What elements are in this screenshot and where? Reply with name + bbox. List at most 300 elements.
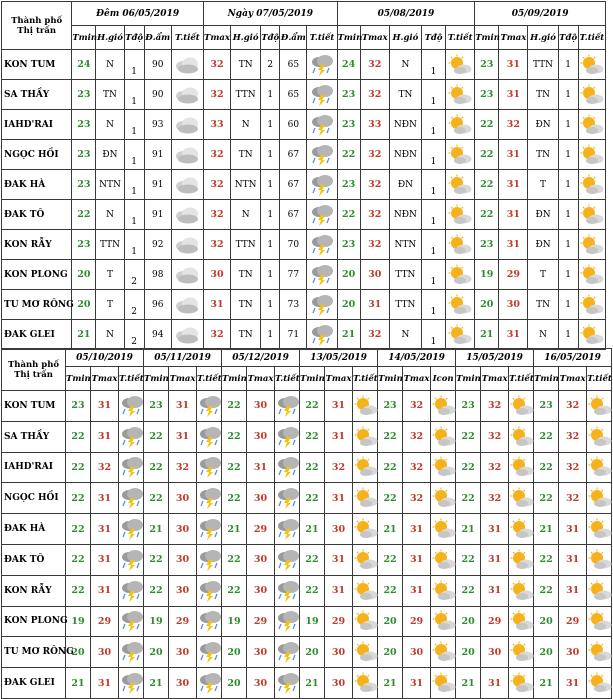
thunderstorm-icon	[197, 395, 221, 417]
sun-cloud-icon	[431, 641, 455, 663]
tmin-value: 20	[144, 637, 169, 668]
sub-header: T.tiết	[578, 26, 605, 50]
sub-header: H.gió	[96, 26, 124, 50]
thunderstorm-icon	[197, 456, 221, 478]
weather-cell	[171, 200, 203, 230]
sun-cloud-icon	[431, 426, 455, 448]
weather-cell	[431, 606, 456, 637]
tmin-value: 21	[300, 668, 325, 699]
corner-label-line1: Thành phố	[11, 15, 63, 26]
tmax-value: 32	[203, 320, 230, 350]
tmin-value: 22	[534, 452, 559, 483]
sub-header: Tđộ	[558, 26, 578, 50]
weather-cell	[509, 575, 534, 606]
tmax-value: 30	[169, 668, 197, 699]
weather-cell	[275, 606, 300, 637]
weather-cell	[275, 514, 300, 545]
tmin-value: 22	[66, 544, 91, 575]
wind-level: 1	[421, 260, 445, 290]
weather-cell	[197, 668, 222, 699]
sun-cloud-icon	[587, 641, 611, 663]
tmin-value: 22	[144, 452, 169, 483]
date-header: 05/12/2019	[222, 349, 300, 367]
weather-cell	[197, 391, 222, 422]
sun-cloud-icon	[431, 395, 455, 417]
tmax-value: 30	[247, 575, 275, 606]
thunderstorm-icon	[307, 264, 336, 286]
thunderstorm-icon	[119, 641, 143, 663]
sun-cloud-icon	[509, 426, 533, 448]
weather-cell	[307, 260, 337, 290]
wind-direction: TN	[528, 290, 558, 320]
sub-header: H.gió	[231, 26, 261, 50]
corner-label	[2, 2, 72, 50]
tmax-value: 29	[91, 606, 119, 637]
tmax-value: 31	[499, 170, 528, 200]
humidity-value: 92	[144, 230, 171, 260]
tmin-value: 22	[300, 452, 325, 483]
humidity-value: 91	[144, 170, 171, 200]
tmax-value: 32	[481, 391, 509, 422]
sun-cloud-icon	[509, 672, 533, 694]
tmin-value: 20	[72, 290, 96, 320]
weather-cell	[431, 668, 456, 699]
weather-cell	[509, 421, 534, 452]
humidity-value: 67	[280, 170, 307, 200]
tmax-value: 32	[169, 452, 197, 483]
tmax-value: 31	[360, 290, 389, 320]
sub-header: T.tiết	[307, 26, 337, 50]
weather-cell	[171, 320, 203, 350]
sun-cloud-icon	[509, 518, 533, 540]
tmin-value: 21	[66, 668, 91, 699]
tmin-value: 22	[144, 575, 169, 606]
tmax-value: 30	[247, 421, 275, 452]
wind-level: 1	[261, 200, 280, 230]
weather-cell	[353, 575, 378, 606]
weather-cell	[446, 110, 475, 140]
cloudy-icon	[172, 144, 203, 166]
weather-cell	[119, 575, 144, 606]
sun-cloud-icon	[353, 549, 377, 571]
wind-level: 2	[124, 260, 144, 290]
weather-cell	[197, 514, 222, 545]
sun-cloud-icon	[509, 549, 533, 571]
wind-level: 1	[558, 170, 578, 200]
weather-cell	[578, 170, 605, 200]
sub-header: Tmin	[300, 367, 325, 391]
tmax-value: 31	[325, 421, 353, 452]
weather-cell	[171, 110, 203, 140]
weather-cell	[119, 606, 144, 637]
weather-cell	[307, 110, 337, 140]
sun-cloud-icon	[509, 456, 533, 478]
tmin-value: 22	[66, 452, 91, 483]
sub-header-row	[2, 26, 606, 50]
sun-cloud-icon	[587, 487, 611, 509]
sub-header: Tmax	[481, 367, 509, 391]
humidity-value: 90	[144, 80, 171, 110]
weather-cell	[171, 140, 203, 170]
weather-cell	[275, 483, 300, 514]
sub-header: Tđộ	[261, 26, 280, 50]
weather-cell	[431, 514, 456, 545]
wind-level: 1	[261, 230, 280, 260]
weather-cell	[119, 391, 144, 422]
tmin-value: 20	[475, 290, 499, 320]
sun-cloud-icon	[587, 395, 611, 417]
wind-direction: TN	[528, 80, 558, 110]
tmin-value: 22	[456, 421, 481, 452]
sun-cloud-icon	[579, 204, 605, 226]
tmax-value: 29	[481, 606, 509, 637]
city-name: TU MƠ RÔNG	[2, 290, 72, 320]
sun-cloud-icon	[431, 580, 455, 602]
wind-level: 1	[558, 140, 578, 170]
weather-cell	[431, 391, 456, 422]
tmax-value: 30	[499, 290, 528, 320]
cloudy-icon	[172, 234, 203, 256]
corner-label-line1: Thành phố	[7, 359, 60, 370]
weather-cell	[578, 290, 605, 320]
wind-direction: N	[231, 200, 261, 230]
tmin-value: 22	[475, 140, 499, 170]
thunderstorm-icon	[275, 610, 299, 632]
tmax-value: 31	[403, 575, 431, 606]
weather-cell	[353, 483, 378, 514]
sub-header: Tmax	[247, 367, 275, 391]
sub-header: Tmin	[72, 26, 96, 50]
tmin-value: 23	[72, 80, 96, 110]
wind-level: 2	[124, 320, 144, 350]
tmin-value: 20	[300, 637, 325, 668]
tmax-value: 31	[91, 421, 119, 452]
wind-level: 2	[124, 290, 144, 320]
tmin-value: 21	[144, 668, 169, 699]
tmax-value: 31	[559, 544, 587, 575]
tmin-value: 20	[222, 668, 247, 699]
date-header: 13/05/2019	[300, 349, 378, 367]
tmax-value: 32	[360, 80, 389, 110]
tmin-value: 22	[222, 544, 247, 575]
cloudy-icon	[172, 54, 203, 76]
corner-label	[2, 349, 66, 391]
wind-level: 1	[421, 200, 445, 230]
weather-cell	[171, 290, 203, 320]
table-row	[2, 140, 606, 170]
weather-cell	[275, 668, 300, 699]
tmax-value: 32	[481, 452, 509, 483]
tmin-value: 22	[66, 514, 91, 545]
city-name: KON TUM	[2, 391, 66, 422]
thunderstorm-icon	[119, 672, 143, 694]
tmin-value: 24	[337, 50, 360, 80]
weather-cell	[587, 391, 612, 422]
table-row	[2, 606, 612, 637]
weather-cell	[307, 170, 337, 200]
wind-direction: TN	[231, 290, 261, 320]
tmax-value: 31	[91, 575, 119, 606]
wind-direction: T	[96, 290, 124, 320]
tmin-value: 23	[475, 80, 499, 110]
forecast-table-1	[1, 1, 606, 350]
forecast-table-2	[1, 348, 612, 699]
tmax-value: 29	[325, 606, 353, 637]
sun-cloud-icon	[579, 324, 605, 346]
sub-header: Tmin	[534, 367, 559, 391]
wind-level: 1	[558, 320, 578, 350]
tmax-value: 30	[169, 637, 197, 668]
city-name: ĐAK TÔ	[2, 544, 66, 575]
wind-direction: TTN	[231, 230, 261, 260]
tmin-value: 19	[475, 260, 499, 290]
sun-cloud-icon	[446, 144, 474, 166]
tmax-value: 29	[169, 606, 197, 637]
tmax-value: 32	[559, 483, 587, 514]
thunderstorm-icon	[275, 518, 299, 540]
sub-header: T.tiết	[275, 367, 300, 391]
city-name: TU MƠ RÔNG	[2, 637, 66, 668]
sub-header: Tmax	[559, 367, 587, 391]
sun-cloud-icon	[579, 84, 605, 106]
weather-cell	[587, 606, 612, 637]
weather-cell	[275, 391, 300, 422]
tmin-value: 21	[378, 668, 403, 699]
wind-level: 1	[558, 260, 578, 290]
weather-cell	[119, 544, 144, 575]
tmin-value: 21	[222, 514, 247, 545]
tmin-value: 19	[222, 606, 247, 637]
tmax-value: 32	[403, 421, 431, 452]
weather-cell	[431, 575, 456, 606]
tmax-value: 29	[403, 606, 431, 637]
weather-cell	[578, 320, 605, 350]
thunderstorm-icon	[119, 487, 143, 509]
wind-level: 1	[261, 320, 280, 350]
wind-level: 1	[558, 80, 578, 110]
weather-cell	[275, 452, 300, 483]
thunderstorm-icon	[275, 456, 299, 478]
weather-cell	[587, 514, 612, 545]
city-name: ĐAK GLEI	[2, 668, 66, 699]
tmin-value: 21	[534, 668, 559, 699]
tmax-value: 32	[559, 452, 587, 483]
tmin-value: 22	[222, 483, 247, 514]
tmax-value: 30	[169, 575, 197, 606]
tmax-value: 31	[499, 200, 528, 230]
weather-cell	[275, 637, 300, 668]
weather-cell	[197, 544, 222, 575]
tmin-value: 20	[378, 637, 403, 668]
tmax-value: 30	[559, 637, 587, 668]
tmax-value: 29	[247, 514, 275, 545]
weather-cell	[509, 391, 534, 422]
tmin-value: 22	[456, 575, 481, 606]
city-name: KON RẪY	[2, 230, 72, 260]
tmax-value: 32	[91, 452, 119, 483]
thunderstorm-icon	[197, 426, 221, 448]
sun-cloud-icon	[431, 549, 455, 571]
weather-cell	[197, 452, 222, 483]
tmin-value: 22	[337, 200, 360, 230]
tmin-value: 23	[456, 391, 481, 422]
tmax-value: 31	[403, 514, 431, 545]
thunderstorm-icon	[307, 234, 336, 256]
weather-cell	[307, 140, 337, 170]
sun-cloud-icon	[353, 456, 377, 478]
tmin-value: 22	[144, 544, 169, 575]
tmin-value: 20	[534, 637, 559, 668]
tmin-value: 23	[534, 391, 559, 422]
wind-direction: ĐN	[528, 110, 558, 140]
date-header: 15/05/2019	[456, 349, 534, 367]
sun-cloud-icon	[431, 672, 455, 694]
tmax-value: 29	[559, 606, 587, 637]
table-row	[2, 260, 606, 290]
weather-cell	[307, 80, 337, 110]
tmin-value: 22	[534, 483, 559, 514]
tmax-value: 31	[203, 290, 230, 320]
tmin-value: 21	[72, 320, 96, 350]
tmax-value: 31	[499, 140, 528, 170]
weather-cell	[446, 80, 475, 110]
tmax-value: 31	[403, 544, 431, 575]
tmin-value: 22	[378, 575, 403, 606]
tmin-value: 23	[475, 50, 499, 80]
wind-level: 1	[558, 50, 578, 80]
thunderstorm-icon	[275, 672, 299, 694]
tmax-value: 31	[481, 575, 509, 606]
thunderstorm-icon	[307, 54, 336, 76]
sub-header: Tmax	[360, 26, 389, 50]
tmax-value: 30	[325, 514, 353, 545]
thunderstorm-icon	[119, 580, 143, 602]
tmax-value: 30	[247, 391, 275, 422]
tmax-value: 31	[499, 230, 528, 260]
weather-cell	[119, 483, 144, 514]
sun-cloud-icon	[587, 549, 611, 571]
wind-direction: ĐN	[528, 230, 558, 260]
wind-level: 1	[558, 110, 578, 140]
city-name: IAHD'RAI	[2, 452, 66, 483]
weather-cell	[587, 452, 612, 483]
tmin-value: 20	[378, 606, 403, 637]
tmin-value: 22	[475, 170, 499, 200]
tmax-value: 29	[499, 260, 528, 290]
sun-cloud-icon	[587, 456, 611, 478]
tmax-value: 31	[91, 391, 119, 422]
weather-cell	[509, 483, 534, 514]
tmax-value: 30	[169, 514, 197, 545]
tmax-value: 30	[169, 483, 197, 514]
city-name: SA THẦY	[2, 421, 66, 452]
thunderstorm-icon	[275, 487, 299, 509]
wind-level: 1	[558, 230, 578, 260]
weather-cell	[578, 110, 605, 140]
wind-level: 1	[261, 110, 280, 140]
city-name: KON PLONG	[2, 260, 72, 290]
sub-header: T.tiết	[171, 26, 203, 50]
tmin-value: 19	[300, 606, 325, 637]
tmax-value: 31	[481, 544, 509, 575]
wind-direction: T	[96, 260, 124, 290]
thunderstorm-icon	[197, 672, 221, 694]
weather-cell	[578, 230, 605, 260]
tmin-value: 23	[337, 170, 360, 200]
tmin-value: 23	[378, 391, 403, 422]
weather-cell	[587, 421, 612, 452]
wind-direction: TN	[231, 50, 261, 80]
thunderstorm-icon	[119, 456, 143, 478]
thunderstorm-icon	[275, 580, 299, 602]
weather-cell	[509, 637, 534, 668]
sun-cloud-icon	[509, 395, 533, 417]
weather-cell	[587, 544, 612, 575]
tmax-value: 31	[559, 575, 587, 606]
weather-cell	[353, 391, 378, 422]
wind-direction: NTN	[96, 170, 124, 200]
tmax-value: 30	[360, 260, 389, 290]
cloudy-icon	[172, 84, 203, 106]
table-row	[2, 50, 606, 80]
wind-direction: TN	[96, 80, 124, 110]
weather-cell	[197, 637, 222, 668]
sun-cloud-icon	[579, 234, 605, 256]
weather-cell	[431, 483, 456, 514]
sun-cloud-icon	[509, 641, 533, 663]
sub-header: Tmax	[325, 367, 353, 391]
weather-cell	[431, 544, 456, 575]
sun-cloud-icon	[446, 174, 474, 196]
tmax-value: 32	[360, 140, 389, 170]
tmin-value: 23	[72, 230, 96, 260]
tmin-value: 21	[300, 514, 325, 545]
sun-cloud-icon	[579, 54, 605, 76]
tmin-value: 22	[222, 452, 247, 483]
tmin-value: 22	[475, 110, 499, 140]
wind-level: 1	[124, 230, 144, 260]
tmax-value: 31	[481, 514, 509, 545]
humidity-value: 60	[280, 110, 307, 140]
sub-header: Tđộ	[124, 26, 144, 50]
thunderstorm-icon	[197, 580, 221, 602]
sub-header: Tmax	[169, 367, 197, 391]
tmin-value: 19	[66, 606, 91, 637]
sun-cloud-icon	[579, 264, 605, 286]
wind-direction: TN	[231, 320, 261, 350]
tmax-value: 31	[325, 483, 353, 514]
tmax-value: 31	[499, 50, 528, 80]
tmax-value: 30	[325, 637, 353, 668]
weather-cell	[431, 637, 456, 668]
tmax-value: 30	[325, 668, 353, 699]
sun-cloud-icon	[353, 610, 377, 632]
sub-header-row	[2, 367, 612, 391]
wind-direction: N	[96, 320, 124, 350]
wind-level: 1	[421, 110, 445, 140]
weather-cell	[171, 170, 203, 200]
humidity-value: 91	[144, 200, 171, 230]
weather-cell	[578, 50, 605, 80]
wind-direction: TTN	[96, 230, 124, 260]
thunderstorm-icon	[307, 114, 336, 136]
wind-level: 1	[124, 140, 144, 170]
weather-cell	[587, 637, 612, 668]
wind-direction: NĐN	[389, 200, 421, 230]
tmin-value: 22	[534, 421, 559, 452]
table-row	[2, 170, 606, 200]
humidity-value: 67	[280, 200, 307, 230]
